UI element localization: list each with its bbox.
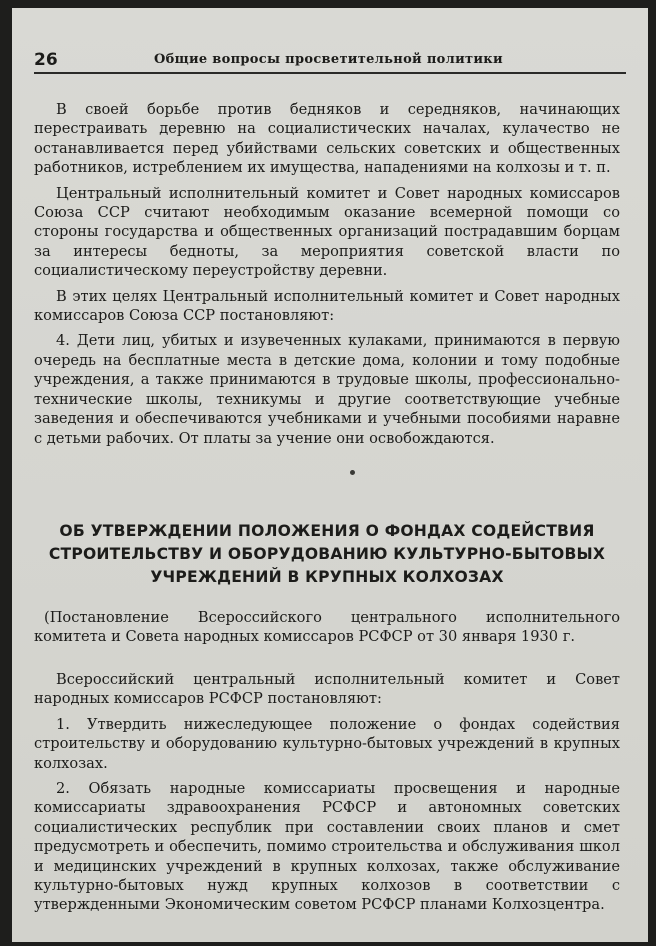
paragraph: Всероссийский центральный исполнительный комитет и Совет народных комиссаров РСФСР постановляют:	[34, 671, 620, 708]
paragraph: 2. Обязать народные комиссариаты просвещения и народные комиссариаты здравоохранения РСФСР и автономных советских социалистических республик при составлении своих планов и смет предусмотреть и обеспечить, помимо строительства и обслуживания школ и медицинских учреждений в крупных колхозах, также обслуживание культурно-бытовых нужд крупных колхозов в соответствии с утвержденными Экономическим советом РСФСР планами Колхозцентра.	[34, 780, 620, 914]
paragraph: 4. Дети лиц, убитых и изувеченных кулаками, принимаются в первую очередь на бесплатные места в детские дома, колонии и тому подобные учреждения, а также принимаются в трудовые школы, профессионально-технические школы, техникумы и другие соответствующие учебные заведения и обеспечиваются учебниками и учебными пособиями наравне с детьми рабочих. От платы за учение они освобождаются.	[34, 332, 620, 447]
paragraph: 1. Утвердить нижеследующее положение о фондах содействия строительству и оборудованию культурно-бытовых учреждений в крупных колхозах.	[34, 715, 620, 772]
decree-title	[34, 520, 620, 589]
decree-source-text: (Постановление Всероссийского центрального исполнительного комитета и Совета народных комиссаров РСФСР от 30 января 1930 г.	[34, 609, 620, 646]
decree-source	[34, 608, 620, 647]
section-1-text	[34, 100, 620, 450]
page-header	[34, 48, 626, 74]
page-number: 26	[34, 50, 58, 70]
decree-title-line: УЧРЕЖДЕНИЙ В КРУПНЫХ КОЛХОЗАХ	[150, 568, 504, 586]
decree-title-line: СТРОИТЕЛЬСТВУ И ОБОРУДОВАНИЮ КУЛЬТУРНО-БЫТОВЫХ	[48, 545, 606, 563]
paragraph: В своей борьбе против бедняков и середняков, начинающих перестраивать деревню на социалистических началах, кулачество не останавливается перед убийствами сельских советских и общественных работников, истреблением их имущества, нападениями на колхозы и т. п.	[34, 101, 620, 177]
decree-title-line: ОБ УТВЕРЖДЕНИИ ПОЛОЖЕНИЯ О ФОНДАХ СОДЕЙСТВИЯ	[59, 522, 595, 540]
decree-text	[34, 670, 620, 917]
paragraph: Центральный исполнительный комитет и Совет народных комиссаров Союза ССР считают необходимым оказание всемерной помощи со стороны государства и общественных организаций пострадавшим борцам за интересы бедноты, за мероприятия советской власти по социалистическому переустройству деревни.	[34, 184, 620, 280]
separator-dot-icon	[350, 470, 355, 475]
running-head: Общие вопросы просветительной политики	[154, 52, 503, 67]
paragraph: В этих целях Центральный исполнительный комитет и Совет народных комиссаров Союза ССР постановляют:	[34, 287, 620, 325]
document-page	[12, 8, 648, 942]
